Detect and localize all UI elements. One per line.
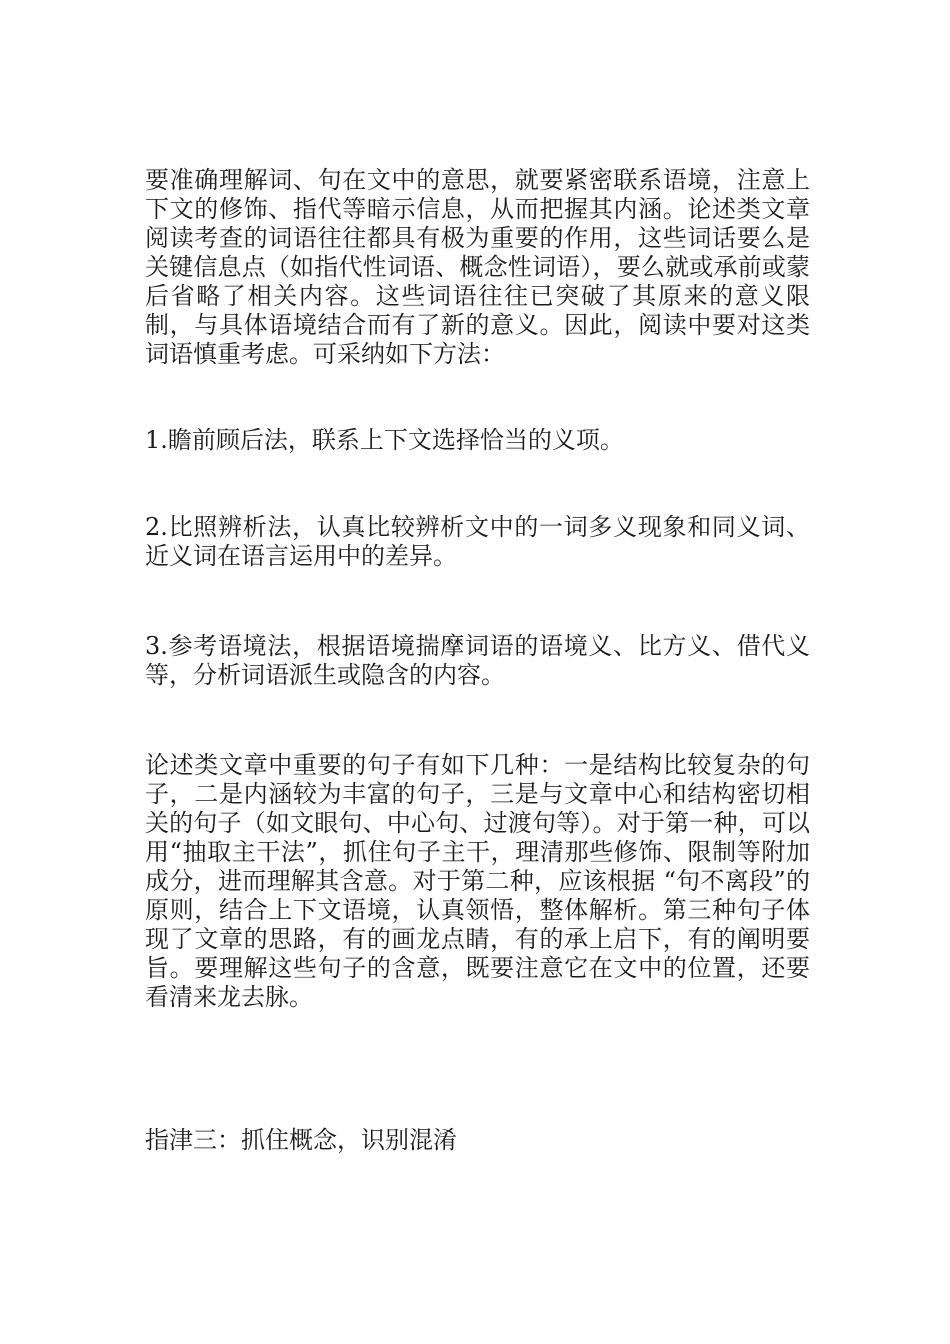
sentences-paragraph: 论述类文章中重要的句子有如下几种：一是结构比较复杂的句子，二是内涵较为丰富的句子，三是与文章中心和结构密切相关的句子（如文眼句、中心句、过渡句等）。对于第一种，可以用“抽取主干法”，抓住句子主干，理清那些修饰、限制等附加成分，进而理解其含意。对于第二种，应该根据 “句不离段”的原则，结合上下文语境，认真领悟，整体解析。第三种句子体现了文章的思路，有的画龙点睛，有的承上启下，有的阐明要旨。要理解这些句子的含意，既要注意它在文中的位置，还要看清来龙去脉。 [145, 751, 810, 1011]
method-item-2: 2.比照辨析法，认真比较辨析文中的一词多义现象和同义词、近义词在语言运用中的差异。 [145, 513, 810, 570]
method-item-3: 3.参考语境法，根据语境揣摩词语的语境义、比方义、借代义等，分析词语派生或隐含的内容。 [145, 632, 810, 689]
section-heading: 指津三：抓住概念，识别混淆 [145, 1126, 457, 1154]
method-item-1: 1.瞻前顾后法，联系上下文选择恰当的义项。 [145, 426, 624, 454]
intro-paragraph: 要准确理解词、句在文中的意思，就要紧密联系语境，注意上下文的修饰、指代等暗示信息，从而把握其内涵。论述类文章阅读考查的词语往往都具有极为重要的作用，这些词话要么是关键信息点（如指代性词语、概念性词语），要么就或承前或蒙后省略了相关内容。这些词语往往已突破了其原来的意义限制，与具体语境结合而有了新的意义。因此，阅读中要对这类词语慎重考虑。可采纳如下方法： [145, 166, 810, 368]
